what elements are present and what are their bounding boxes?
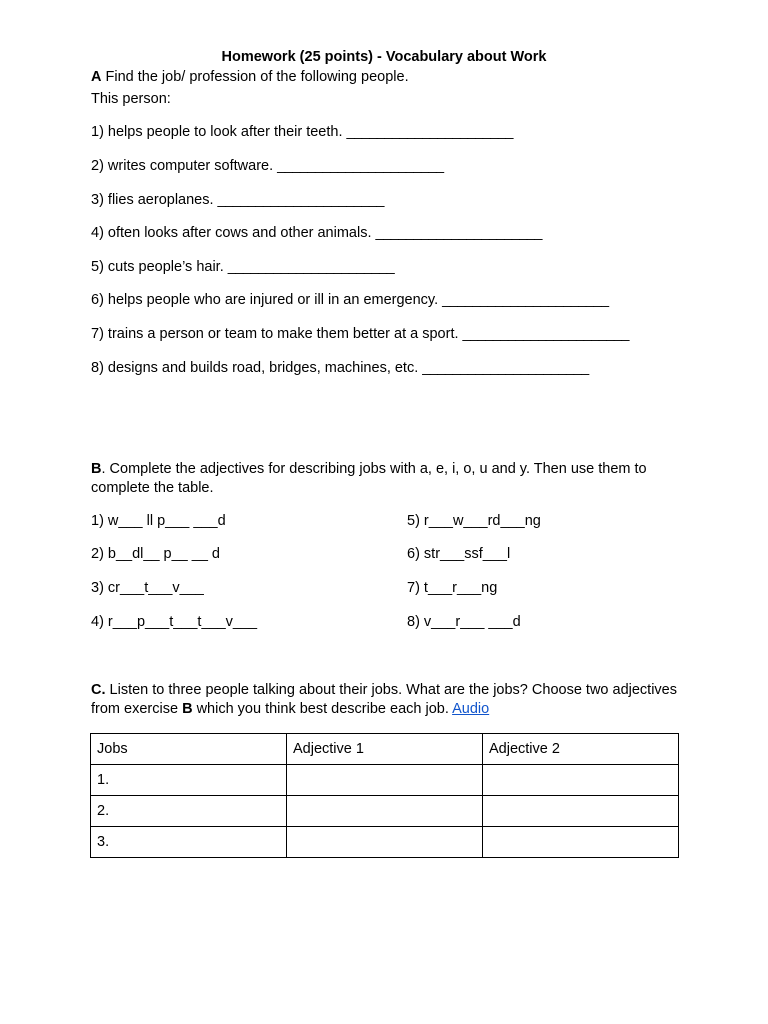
audio-link[interactable]: Audio: [452, 701, 490, 717]
adjective-item-5: 5) r___w___rd___ng: [407, 513, 541, 529]
answer-blank[interactable]: ______________________: [277, 158, 444, 174]
section-c-exercise-ref: B: [182, 701, 193, 717]
question-text: 6) helps people who are injured or ill in an emergency.: [91, 292, 443, 308]
adjective-2-cell[interactable]: [483, 796, 679, 827]
question-7: [91, 326, 629, 342]
section-c-letter: C.: [91, 682, 106, 698]
section-c-instruction-text-2: which you think best describe each job.: [192, 701, 453, 717]
table-row: [91, 765, 679, 796]
table-row: [91, 796, 679, 827]
page-title: Homework (25 points) - Vocabulary about Work: [221, 49, 547, 65]
adjective-2-cell[interactable]: [483, 827, 679, 858]
question-5: [91, 259, 394, 275]
job-cell[interactable]: 3.: [91, 827, 287, 858]
adjective-item-6: 6) str___ssf___l: [407, 546, 511, 562]
adjective-item-8: 8) v___r___ ___d: [407, 614, 521, 630]
question-4: [91, 225, 542, 241]
answer-blank[interactable]: ______________________: [375, 225, 542, 241]
question-6: [91, 292, 609, 308]
section-b-letter: B: [91, 461, 102, 477]
section-a-instruction: [91, 69, 409, 85]
answer-blank[interactable]: ______________________: [462, 326, 629, 342]
question-2: [91, 158, 444, 174]
answer-blank[interactable]: ______________________: [442, 292, 609, 308]
table-row: [91, 827, 679, 858]
question-text: 5) cuts people’s hair.: [91, 259, 228, 275]
question-text: 7) trains a person or team to make them better at a sport.: [91, 326, 463, 342]
table-header-row: [91, 734, 679, 765]
question-8: [91, 360, 589, 376]
job-cell[interactable]: 1.: [91, 765, 287, 796]
answer-blank[interactable]: ______________________: [422, 360, 589, 376]
question-1: [91, 124, 513, 140]
header-adjective-1: Adjective 1: [287, 734, 483, 765]
question-text: 1) helps people to look after their teeth.: [91, 124, 347, 140]
job-cell[interactable]: 2.: [91, 796, 287, 827]
question-text: 3) flies aeroplanes.: [91, 192, 218, 208]
adjective-1-cell[interactable]: [287, 765, 483, 796]
answer-blank[interactable]: ______________________: [227, 259, 395, 275]
section-c-instruction-text-1: Listen to three people talking about their jobs. What are the jobs? Choose two adjectives from exercise: [91, 682, 677, 717]
jobs-table: [90, 733, 679, 858]
adjective-item-2: 2) b__dl__ p__ __ d: [91, 546, 220, 562]
section-b-instruction-text: . Complete the adjectives for describing jobs with a, e, i, o, u and y. Then use them to complete the table.: [91, 461, 647, 496]
section-c-instruction: [91, 681, 681, 719]
header-adjective-2: Adjective 2: [483, 734, 679, 765]
adjective-1-cell[interactable]: [287, 796, 483, 827]
question-text: 4) often looks after cows and other animals.: [91, 225, 376, 241]
question-3: [91, 192, 384, 208]
adjective-item-4: 4) r___p___t___t___v___: [91, 614, 258, 630]
adjective-2-cell[interactable]: [483, 765, 679, 796]
adjective-1-cell[interactable]: [287, 827, 483, 858]
adjective-item-7: 7) t___r___ng: [407, 580, 498, 596]
section-b-instruction: [91, 460, 681, 498]
section-a-letter: A: [91, 69, 102, 85]
question-text: 2) writes computer software.: [91, 158, 278, 174]
answer-blank[interactable]: ______________________: [346, 124, 513, 140]
section-a-instruction-text: Find the job/ profession of the following people.: [101, 69, 409, 85]
adjective-item-1: 1) w___ ll p___ ___d: [91, 513, 226, 529]
question-text: 8) designs and builds road, bridges, machines, etc.: [91, 360, 423, 376]
answer-blank[interactable]: ______________________: [217, 192, 384, 208]
adjective-item-3: 3) cr___t___v___: [91, 580, 204, 596]
header-jobs: Jobs: [91, 734, 287, 765]
section-a-lead: This person:: [91, 91, 171, 107]
